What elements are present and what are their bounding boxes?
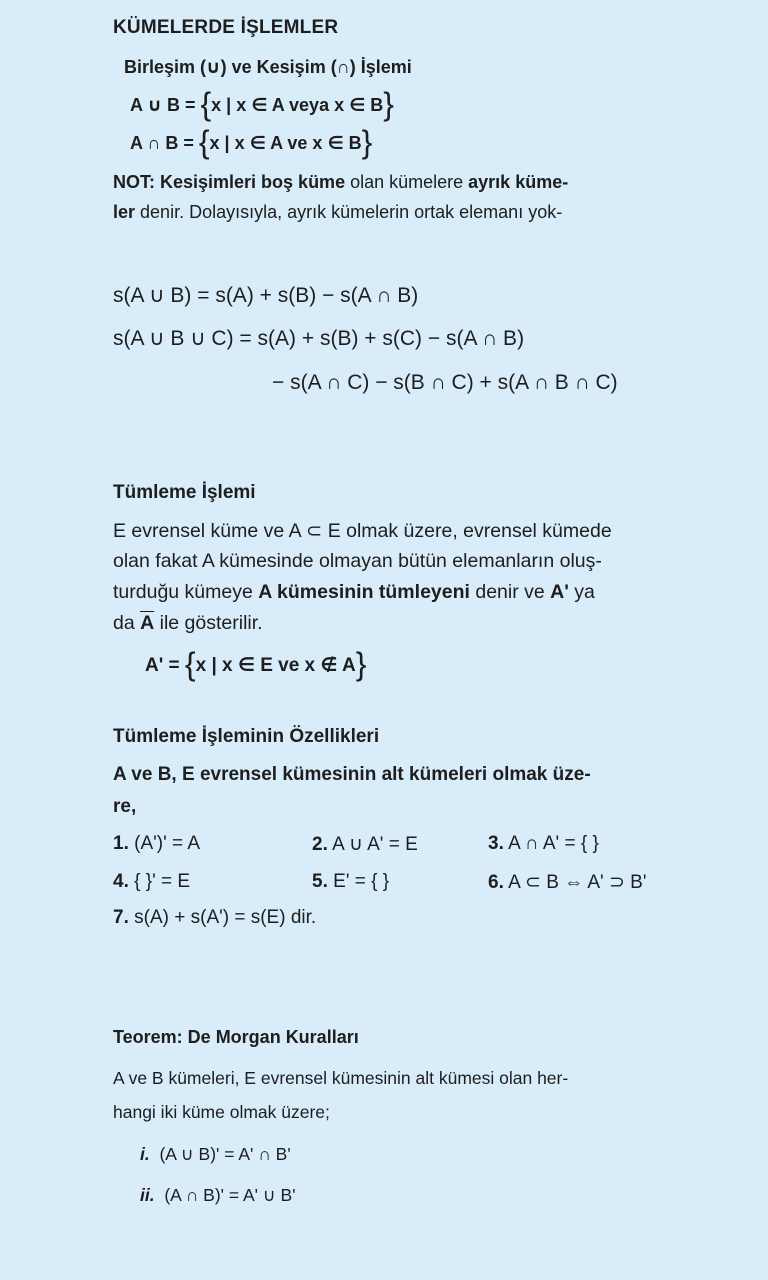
complement-line-1: E evrensel küme ve A ⊂ E olmak üzere, evrensel kümede [113, 520, 612, 542]
line4-pre: da [113, 612, 141, 634]
complement-line-2: olan fakat A kümesinde olmayan bütün elemanların oluş- [113, 550, 602, 572]
note-bold: NOT: Kesişimleri boş küme [113, 172, 346, 192]
note-bold3: ler [113, 202, 136, 222]
demorgan-heading: Teorem: De Morgan Kuralları [113, 1027, 359, 1047]
a-bar-notation: $\overline{A}$ [140, 612, 155, 634]
line3-bold2: A' [550, 581, 569, 603]
line3-pre: turduğu kümeye [113, 581, 259, 603]
property-number: 6. [488, 872, 504, 893]
property-4 [113, 871, 190, 893]
property-1 [113, 833, 200, 855]
union-definition [130, 88, 394, 120]
line3-bold: A kümesinin tümleyeni [258, 581, 470, 603]
def-lhs: A' = [145, 655, 180, 676]
inter-set: x | x ∈ A ve x ∈ B [209, 133, 362, 153]
union-set: x | x ∈ A veya x ∈ B [211, 95, 384, 115]
property-text: A ⊂ B ⇔ A' ⊃ B' [508, 872, 647, 893]
rule-label: ii. [140, 1185, 155, 1205]
property-7 [113, 907, 316, 929]
complement-heading: Tümleme İşlemi [113, 482, 256, 503]
union-intersection-heading: Birleşim (∪) ve Kesişim (∩) İşlemi [124, 57, 412, 77]
properties-heading: Tümleme İşleminin Özellikleri [113, 726, 380, 747]
note-bold2: ayrık küme- [468, 172, 569, 192]
note-rest: denir. Dolayısıyla, ayrık kümelerin ortak elemanı yok- [135, 202, 563, 222]
properties-intro-2: re, [113, 796, 137, 817]
intersection-definition [130, 126, 372, 158]
def-set: x | x ∈ E ve x ∉ A [195, 655, 356, 676]
demorgan-line-1: A ve B kümeleri, E evrensel kümesinin alt kümesi olan her- [113, 1068, 569, 1088]
property-text: (A')' = A [134, 833, 201, 854]
property-number: 2. [312, 834, 328, 855]
property-5 [312, 871, 389, 893]
line3-post: ya [568, 581, 595, 603]
demorgan-rule-2 [140, 1185, 296, 1206]
formula-union-three: s(A ∪ B ∪ C) = s(A) + s(B) + s(C) − s(A ∩ B) [113, 327, 525, 350]
property-number: 5. [312, 871, 328, 892]
rule-label: i. [140, 1144, 150, 1164]
demorgan-line-2: hangi iki küme olmak üzere; [113, 1102, 330, 1122]
property-text: { }' = E [134, 871, 191, 892]
property-text: E' = { } [333, 871, 390, 892]
property-6 [488, 871, 646, 894]
property-number: 4. [113, 871, 129, 892]
line4-post: ile gösterilir. [154, 612, 263, 634]
rule-text: (A ∩ B)' = A' ∪ B' [164, 1185, 296, 1205]
property-text: A ∩ A' = { } [508, 833, 599, 854]
page-title: KÜMELERDE İŞLEMLER [113, 17, 339, 38]
brace-close: } [383, 86, 394, 122]
brace-open: { [200, 86, 212, 122]
note-mid: olan kümelere [345, 172, 469, 192]
note-line-1 [113, 172, 568, 193]
property-text: s(A) + s(A') = s(E) dir. [134, 907, 317, 928]
property-number: 1. [113, 833, 129, 854]
demorgan-rule-1 [140, 1144, 291, 1165]
complement-definition [145, 648, 366, 680]
union-lhs: A ∪ B = [130, 95, 196, 115]
note-line-2 [113, 202, 562, 223]
property-text: A ∪ A' = E [332, 834, 418, 855]
formula-union-three-cont: − s(A ∩ C) − s(B ∩ C) + s(A ∩ B ∩ C) [272, 371, 618, 394]
property-number: 3. [488, 833, 504, 854]
brace-open: { [184, 646, 196, 682]
brace-close: } [361, 124, 373, 160]
property-2 [312, 833, 418, 856]
inter-lhs: A ∩ B = [130, 133, 194, 153]
brace-open: { [198, 124, 210, 160]
rule-text: (A ∪ B)' = A' ∩ B' [159, 1144, 291, 1164]
property-number: 7. [113, 907, 129, 928]
complement-line-4 [113, 612, 263, 635]
complement-line-3 [113, 581, 595, 604]
line3-mid: denir ve [469, 581, 551, 603]
property-3 [488, 833, 599, 855]
formula-union-two: s(A ∪ B) = s(A) + s(B) − s(A ∩ B) [113, 284, 419, 307]
brace-close: } [355, 646, 367, 682]
properties-intro-1: A ve B, E evrensel kümesinin alt kümeleri olmak üze- [113, 764, 591, 785]
